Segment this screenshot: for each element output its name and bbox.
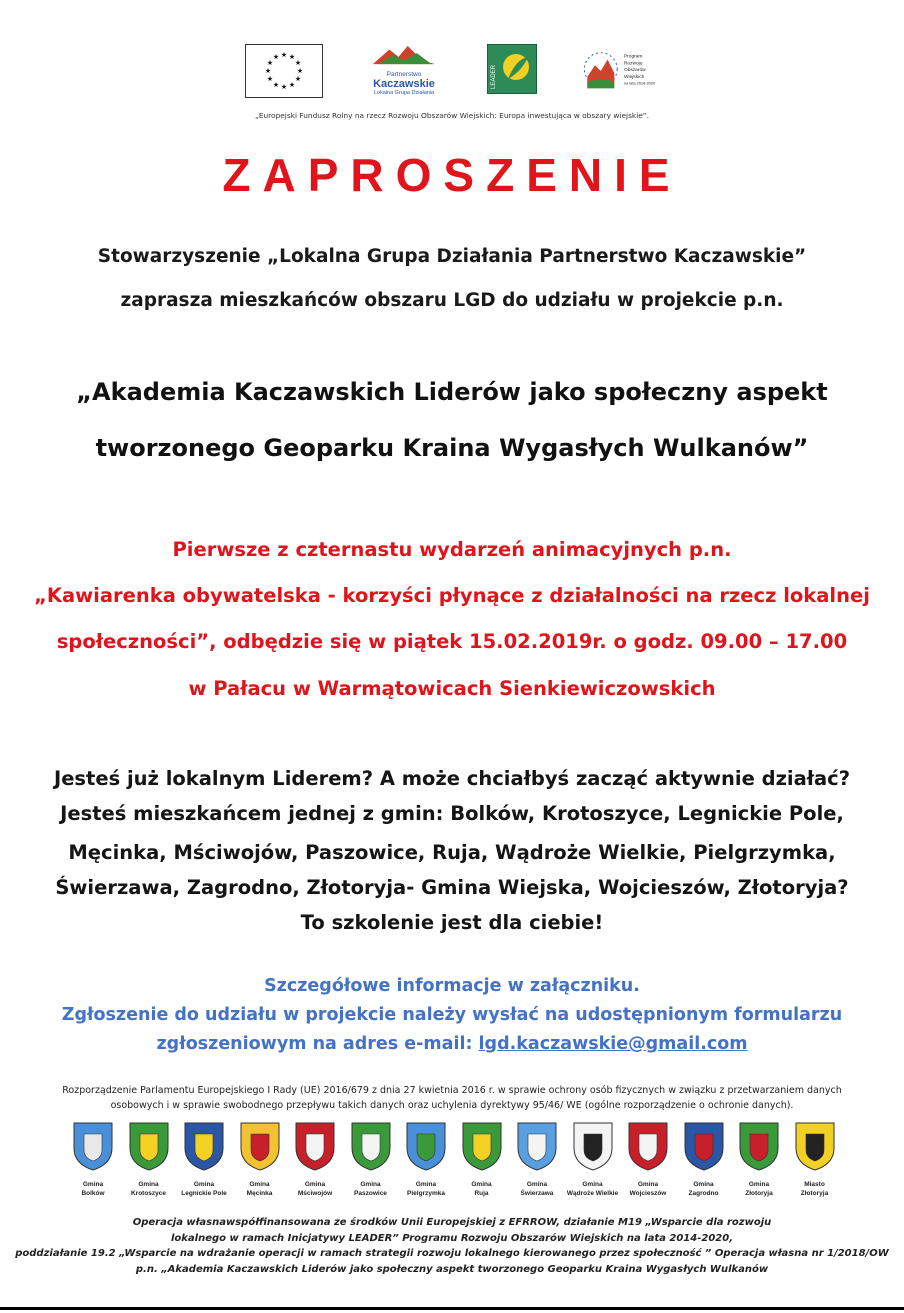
svg-text:★: ★	[272, 53, 280, 61]
crest-type: Gmina	[415, 1181, 437, 1188]
coat-of-arms-icon	[71, 1120, 115, 1172]
crest-name: Pielgrzymka	[407, 1190, 445, 1197]
coat-of-arms-icon	[127, 1120, 171, 1172]
coat-of-arms-icon	[626, 1120, 670, 1172]
crest-type: Gmina	[748, 1181, 770, 1188]
footer-line-4: p.n. „Akademia Kaczawskich Liderów jako społeczny aspekt tworzonego Geoparku Kraina Wygasłych Wulkanów	[135, 1263, 769, 1275]
crest-name: Ruja	[474, 1190, 489, 1197]
leader-logo	[487, 44, 537, 94]
bottom-divider	[0, 1307, 904, 1310]
prow-line5: na lata 2014-2020	[623, 81, 656, 86]
crest-type: Gmina	[360, 1181, 381, 1188]
crest-type: Gmina	[693, 1181, 714, 1188]
appeal-line-1: Jesteś już lokalnym Liderem? A może chciałbyś zacząć aktywnie działać?	[53, 767, 851, 790]
crest-item	[65, 1120, 121, 1198]
svg-text:★: ★	[280, 83, 288, 91]
info-line-3	[0, 1034, 904, 1054]
prow-line4: Wiejskich	[623, 74, 645, 80]
event-line-4: w Pałacu w Warmątowicach Sienkiewiczowskich	[188, 677, 716, 700]
crest-name: Zagrodno	[688, 1190, 719, 1197]
prow-logo	[580, 44, 666, 98]
crest-name: Bolków	[81, 1190, 105, 1197]
crest-type: Gmina	[582, 1181, 603, 1188]
crest-name: Paszowice	[354, 1190, 387, 1197]
svg-text:★: ★	[266, 59, 274, 67]
crest-type: Miasto	[804, 1181, 825, 1188]
crest-type: Gmina	[138, 1181, 159, 1188]
coat-of-arms-icon	[515, 1120, 559, 1172]
crest-item	[454, 1120, 510, 1198]
prow-line3: Obszarów	[623, 68, 646, 74]
coat-of-arms-icon	[182, 1120, 226, 1172]
project-title-line-2: tworzonego Geoparku Kraina Wygasłych Wulkanów”	[95, 434, 809, 462]
crest-label	[620, 1180, 676, 1198]
svg-text:★: ★	[296, 67, 304, 75]
crest-type: Gmina	[637, 1181, 659, 1188]
footer-line-1: Operacja własnawspółfinansowana ze środków Unii Europejskiej z EFRROW, działanie M19 „Wsparcie dla rozwoju	[132, 1217, 772, 1228]
crest-label	[398, 1180, 454, 1198]
crest-type: Gmina	[304, 1181, 326, 1188]
eafrd-caption: „Europejski Fundusz Rolny na rzecz Rozwoju Obszarów Wiejskich: Europa inwestująca w obszary wiejskie”.	[254, 111, 649, 120]
crest-label	[787, 1180, 843, 1198]
coat-of-arms-icon	[293, 1120, 337, 1172]
crest-label	[232, 1180, 288, 1198]
funding-footer	[0, 1215, 904, 1277]
project-title-line-1: „Akademia Kaczawskich Liderów jako społeczny aspekt	[76, 378, 828, 406]
coat-of-arms-icon	[571, 1120, 615, 1172]
gdpr-line-1: Rozporządzenie Parlamentu Europejskiego I Rady (UE) 2016/679 z dnia 27 kwietnia 2016 r. w sprawie ochrony osób fizycznych w związku z przetwarzaniem danych	[62, 1085, 842, 1096]
crest-label	[287, 1180, 343, 1198]
gdpr-notice	[0, 1083, 904, 1113]
info-line-3-prefix: zgłoszeniowym na adres e-mail:	[156, 1034, 479, 1054]
crest-label	[731, 1180, 787, 1198]
crest-name: Wojcieszów	[629, 1190, 667, 1197]
prow-emblem-icon	[580, 44, 666, 100]
crest-label	[176, 1180, 232, 1198]
svg-text:★: ★	[266, 75, 274, 83]
svg-text:★: ★	[264, 67, 272, 75]
svg-text:★: ★	[288, 81, 296, 89]
crest-name: Krotoszyce	[130, 1190, 167, 1197]
crest-item	[287, 1120, 343, 1198]
crest-item	[787, 1120, 843, 1198]
coat-of-arms-icon	[238, 1120, 282, 1172]
appeal-line-4: Świerzawa, Zagrodno, Złotoryja- Gmina Wiejska, Wojcieszów, Złotoryja?	[55, 876, 849, 899]
appeal-line-2: Jesteś mieszkańcem jednej z gmin: Bolków, Krotoszyce, Legnickie Pole,	[60, 802, 844, 825]
leader-leaf-icon	[488, 45, 536, 93]
pk-line1: Partnerstwo	[386, 71, 422, 78]
coat-of-arms-icon	[404, 1120, 448, 1172]
crest-name: Świerzawa	[520, 1190, 554, 1197]
crest-item	[176, 1120, 232, 1198]
email-link[interactable]: lgd.kaczawskie@gmail.com	[478, 1034, 748, 1054]
crest-item	[232, 1120, 288, 1198]
coat-of-arms-icon	[793, 1120, 837, 1172]
appeal-line-3: Męcinka, Mściwojów, Paszowice, Ruja, Wądroże Wielkie, Pielgrzymka,	[68, 841, 836, 864]
svg-text:★: ★	[294, 75, 302, 83]
crest-item	[731, 1120, 787, 1198]
footer-line-2: lokalnego w ramach Inicjatywy LEADER” Programu Rozwoju Obszarów Wiejskich na lata 2014-2020,	[170, 1232, 734, 1244]
event-line-1: Pierwsze z czternastu wydarzeń animacyjnych p.n.	[172, 538, 732, 561]
svg-text:★: ★	[280, 51, 288, 59]
event-line-3: społeczności”, odbędzie się w piątek 15.02.2019r. o godz. 09.00 – 17.00	[56, 630, 848, 653]
event-line-2: „Kawiarenka obywatelska - korzyści płynące z działalności na rzecz lokalnej	[34, 584, 870, 607]
crest-item	[121, 1120, 177, 1198]
gdpr-line-2: osobowych i w sprawie swobodnego przepływu takich danych oraz uchylenia dyrektywy 95/46/ WE (ogólne rozporządzenie o ochronie danych).	[110, 1100, 794, 1111]
crest-name: Mściwojów	[297, 1190, 333, 1197]
leader-text: LEADER	[491, 64, 497, 89]
crest-type: Gmina	[471, 1181, 492, 1188]
crest-item	[565, 1120, 621, 1198]
crest-label	[121, 1180, 177, 1198]
crest-item	[398, 1120, 454, 1198]
partnerstwo-kaczawskie-logo	[366, 44, 442, 98]
appeal-line-5: To szkolenie jest dla ciebie!	[300, 911, 604, 934]
crest-type: Gmina	[249, 1181, 270, 1188]
eu-stars-icon	[246, 45, 322, 97]
crest-item	[509, 1120, 565, 1198]
pk-line2: Kaczawskie	[373, 78, 435, 90]
eu-flag-logo	[245, 44, 323, 98]
page-title: ZAPROSZENIE	[222, 149, 682, 201]
crest-label	[509, 1180, 565, 1198]
intro-line-1: Stowarzyszenie „Lokalna Grupa Działania Partnerstwo Kaczawskie”	[97, 246, 807, 267]
municipality-crests	[65, 1120, 845, 1204]
coat-of-arms-icon	[737, 1120, 781, 1172]
info-line-2: Zgłoszenie do udziału w projekcie należy wysłać na udostępnionym formularzu	[61, 1005, 843, 1025]
pk-line3: Lokalna Grupa Działania	[373, 90, 435, 96]
crest-label	[65, 1180, 121, 1198]
prow-line2: Rozwoju	[623, 61, 643, 67]
footer-line-3: poddziałanie 19.2 „Wsparcie na wdrażanie operacji w ramach strategii rozwoju lokalnego kierowanego przez społeczność ” Operacja własna nr 1/2018/OW	[15, 1248, 889, 1259]
crest-item	[676, 1120, 732, 1198]
prow-line1: Program	[623, 54, 643, 60]
crest-name: Męcinka	[246, 1190, 273, 1197]
svg-text:★: ★	[288, 53, 296, 61]
crest-type: Gmina	[526, 1181, 548, 1188]
crest-name: Złotoryja	[745, 1190, 773, 1197]
crest-item	[620, 1120, 676, 1198]
mountains-icon	[366, 44, 442, 66]
crest-label	[343, 1180, 399, 1198]
coat-of-arms-icon	[460, 1120, 504, 1172]
intro-line-2: zaprasza mieszkańców obszaru LGD do udziału w projekcie p.n.	[120, 290, 784, 311]
crest-label	[454, 1180, 510, 1198]
crest-name: Wądroże Wielkie	[566, 1190, 619, 1197]
crest-label	[676, 1180, 732, 1198]
coat-of-arms-icon	[682, 1120, 726, 1172]
info-line-1: Szczegółowe informacje w załączniku.	[264, 976, 640, 996]
crest-name: Legnickie Pole	[181, 1190, 227, 1197]
svg-text:★: ★	[272, 81, 280, 89]
coat-of-arms-icon	[349, 1120, 393, 1172]
crest-item	[343, 1120, 399, 1198]
crest-type: Gmina	[82, 1181, 104, 1188]
crest-type: Gmina	[193, 1181, 215, 1188]
crest-label	[565, 1180, 621, 1198]
crest-name: Złotoryja	[800, 1190, 829, 1197]
svg-text:★: ★	[294, 59, 302, 67]
